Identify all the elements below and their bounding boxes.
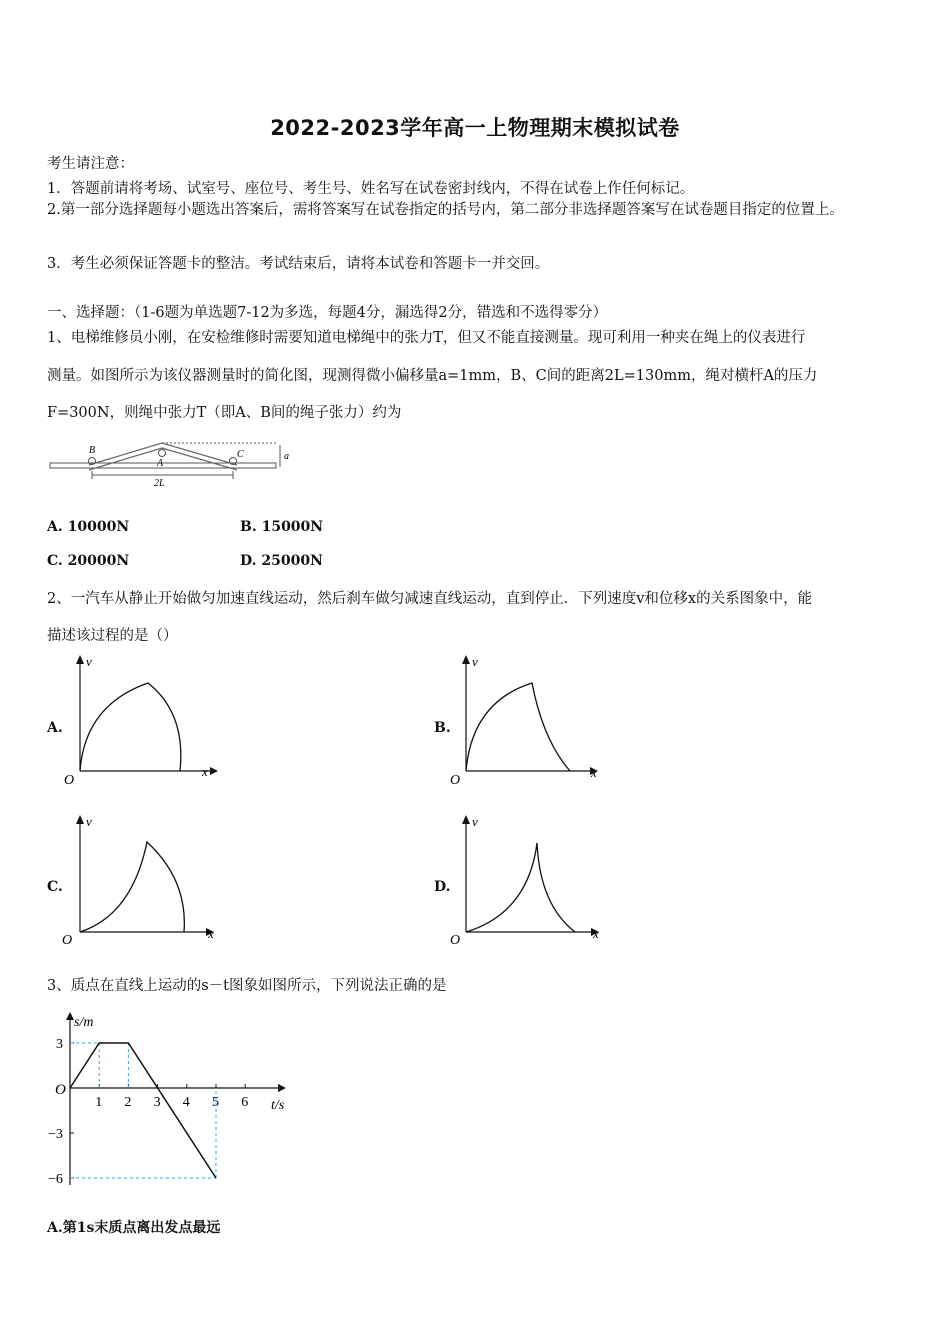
q2-option-a: A. [47,720,63,736]
q1-option-b: B. 15000N [240,519,324,535]
notice-item-2: 2.第一部分选择题每小题选出答案后，需将答案写在试卷指定的括号内，第二部分非选择题答案写在试卷题目指定的位置上。 [47,202,844,218]
q1-option-d: D. 25000N [240,553,323,569]
y-tick-label--6: −6 [48,1172,63,1187]
y-arrow [462,655,470,664]
q1-option-c: C. 20000N [47,553,130,569]
series-line [70,1043,216,1178]
y-axis-label: s/m [74,1015,94,1030]
q2-graph-a [60,650,220,790]
y-axis-arrow [66,1012,74,1020]
q2-graph-b [448,650,608,790]
y-tick-label--3: −3 [48,1127,63,1142]
x-tick-label-5: 5 [212,1095,219,1110]
x-tick-label-1: 1 [95,1095,103,1110]
notice-item-3: 3．考生必须保证答题卡的整洁。考试结束后，请将本试卷和答题卡一并交回。 [47,256,550,272]
label-span: 2L [154,478,165,487]
label-a: A [157,458,164,469]
x-tick-label-4: 4 [182,1095,190,1110]
notice-item-1: 1．答题前请将考场、试室号、座位号、考生号、姓名写在试卷密封线内，不得在试卷上作任何标记。 [47,181,695,197]
v-x-curve [466,683,570,771]
q1-option-a: A. 10000N [47,519,130,535]
y-arrow [76,815,84,824]
origin-label: O [450,933,461,948]
q3-option-a: A.第1s末质点离出发点最远 [47,1220,221,1236]
x-label: x [202,764,208,779]
origin-label: O [450,773,461,788]
x-tick-label-6: 6 [241,1095,249,1110]
y-label: v [86,814,92,829]
x-label: x [208,926,214,941]
q1-rope-figure [47,437,297,487]
x-label: x [591,765,597,780]
pulley-a [159,450,166,457]
q2-graph-d [448,810,608,950]
x-tick-label-3: 3 [153,1095,161,1110]
x-tick-label-2: 2 [124,1095,132,1110]
q1-line-2: 测量。如图所示为该仪器测量时的简化图，现测得微小偏移量a=1mm，B、C间的距离2L=130mm，绳对横杆A的压力 [47,368,818,384]
q1-line-1: 1、电梯维修员小刚，在安检维修时需要知道电梯绳中的张力T，但又不能直接测量。现可利用一种夹在绳上的仪表进行 [47,330,806,346]
v-x-curve [80,683,181,771]
x-arrow [210,767,218,775]
label-b: B [89,445,96,456]
section-heading: 一、选择题：（1-6题为单选题7-12为多选，每题4分，漏选得2分，错选和不选得零分） [47,305,608,321]
origin-label: O [64,773,75,788]
y-arrow [76,655,84,664]
label-offset: a [284,451,289,462]
v-x-curve [80,842,184,932]
x-axis-label: t/s [271,1098,285,1113]
y-label: v [472,654,478,669]
v-x-curve [466,843,575,932]
q2-option-d: D. [434,879,451,895]
x-label: x [593,926,599,941]
q1-line-3: F=300N，则绳中张力T（即A、B间的绳子张力）约为 [47,405,402,421]
origin-label: O [62,933,73,948]
x-axis-arrow [278,1084,286,1092]
y-arrow [462,815,470,824]
q2-option-c: C. [47,879,63,895]
y-label: v [472,814,478,829]
notice-heading: 考生请注意： [47,156,134,172]
q2-line-1: 2、一汽车从静止开始做匀加速直线运动，然后刹车做匀减速直线运动，直到停止．下列速度v和位移x的关系图象中，能 [47,591,813,607]
q3-st-chart [40,1005,300,1195]
page-title: 2022-2023学年高一上物理期末模拟试卷 [270,116,680,140]
q2-graph-c [60,810,220,950]
y-tick-label-3: 3 [56,1037,63,1052]
q2-option-b: B. [434,720,451,736]
q2-line-2: 描述该过程的是（） [47,628,178,644]
y-label: v [86,654,92,669]
q3-text: 3、质点在直线上运动的s－t图象如图所示，下列说法正确的是 [47,978,447,994]
label-c: C [237,449,244,460]
origin-label: O [55,1082,66,1098]
